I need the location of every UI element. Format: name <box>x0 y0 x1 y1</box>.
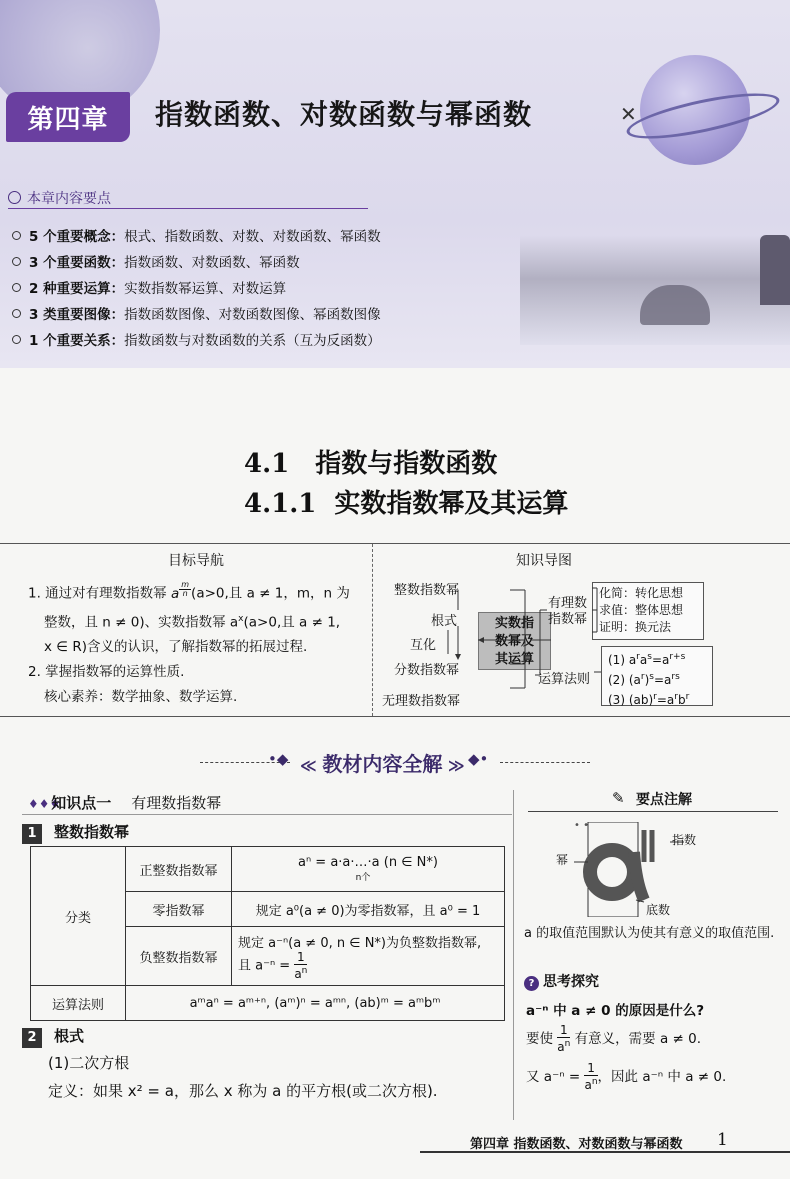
think-heading <box>524 971 599 991</box>
list-item <box>12 302 381 328</box>
divider <box>420 1151 790 1153</box>
center-line: 数幂及 <box>494 634 534 649</box>
point-body: 根式、指数函数、对数、对数函数、幂函数 <box>124 229 381 245</box>
divider <box>528 811 778 812</box>
table-cell: 负整数指数幂 <box>126 927 232 986</box>
goal-text: (a>0,且 a ≠ 1，m，n 为 <box>191 585 350 602</box>
map-node: 运算法则 <box>538 672 591 687</box>
chevron-icon: ≫ <box>442 756 465 775</box>
point-body: 实数指数幂运算、对数运算 <box>124 281 287 297</box>
section-title: 指数与指数函数 <box>315 449 498 479</box>
answer-text: ，因此 a⁻ⁿ 中 a ≠ 0. <box>597 1069 727 1085</box>
bullet-icon <box>12 335 21 344</box>
map-node: 整数指数幂 <box>394 583 460 598</box>
divider <box>513 790 514 1120</box>
chapter-title: 指数函数、对数函数与幂函数 <box>155 98 533 131</box>
math-a-m-over-n: a $^{\frac{m}{n}}$ <box>170 580 190 602</box>
goal-line: x ∈ R)含义的认识，了解指数幂的拓展过程. <box>44 639 308 655</box>
goal-text: 整数，且 n ≠ 0)、实数指数幂 a <box>44 614 239 630</box>
download-circle-icon <box>8 191 21 204</box>
section-number: 4.1 <box>244 449 290 479</box>
subtopic-heading <box>22 1025 84 1048</box>
table-value: aⁿ = a·a·…·a (n ∈ N*) <box>298 855 438 870</box>
table-cell: 规定 a⁰(a ≠ 0)为零指数幂，且 a⁰ = 1 <box>232 892 505 927</box>
section-heading <box>244 443 497 480</box>
goals-list <box>28 578 368 710</box>
knowledge-point-title <box>28 792 221 813</box>
drops-icon: ♦♦♦ <box>28 797 61 811</box>
chevron-icon: ≪ <box>300 756 323 775</box>
subsection-title: 实数指数幂及其运算 <box>334 489 569 519</box>
goals-heading: 目标导航 <box>168 553 224 569</box>
bullet-icon <box>12 309 21 318</box>
goal-text: (a>0,且 a ≠ 1, <box>243 614 341 630</box>
diamond-icon: •◆ <box>268 750 289 768</box>
label-exponent: 指数 <box>672 833 697 847</box>
table-cell <box>232 927 505 986</box>
list-item <box>12 250 381 276</box>
goal-line: 核心素养：数学抽象、数学运算. <box>44 689 238 705</box>
rational-line: 有理数 <box>548 596 588 611</box>
goal-line: 2. 掌握指数幂的运算性质. <box>28 664 185 680</box>
map-node: 互化 <box>410 638 437 653</box>
subtopic-number: 1 <box>22 824 42 844</box>
center-line: 其运算 <box>494 652 534 667</box>
section-banner <box>0 748 790 778</box>
chapter-badge: 第四章 <box>6 92 130 142</box>
table-row <box>31 847 505 892</box>
method-item: 求值：整体思想 <box>599 603 684 617</box>
point-body: 指数函数、对数函数、幂函数 <box>124 255 300 271</box>
diagram-dot-icon: • • <box>574 820 589 831</box>
answer-text: 有意义，需要 a ≠ 0. <box>574 1031 702 1047</box>
subtopic-number: 2 <box>22 1028 42 1048</box>
table-cell <box>232 847 505 892</box>
table-cell: 分类 <box>31 847 126 986</box>
list-item <box>12 276 381 302</box>
think-title: 思考探究 <box>543 974 599 990</box>
table-cell: 正整数指数幂 <box>126 847 232 892</box>
goal-text: 1. 通过对有理数指数幂 <box>28 585 167 602</box>
banner-text: 教材内容全解 <box>322 752 443 776</box>
side-note: a 的取值范围默认为使其有意义的取值范围. <box>524 926 775 941</box>
map-node: 无理数指数幂 <box>382 694 461 709</box>
rule-item: (2) $(a^r)^s=a^{rs}$ <box>608 672 680 687</box>
table-cell: aᵐaⁿ = aᵐ⁺ⁿ, (aᵐ)ⁿ = aᵐⁿ, (ab)ᵐ = aᵐbᵐ <box>126 986 505 1021</box>
goal-line: 整数，且 n ≠ 0)、实数指数幂 $a^x(a>0$,且 a ≠ 1, <box>44 613 341 630</box>
map-connectors <box>370 570 620 710</box>
fraction: $\frac{1}{a^n}$ <box>584 1061 598 1092</box>
divider <box>22 814 512 815</box>
list-item <box>12 328 381 354</box>
fraction: $\frac{1}{a^n}$ <box>557 1023 571 1054</box>
bullet-icon <box>12 231 21 240</box>
fraction: $\frac{1}{a^n}$ <box>294 949 308 981</box>
sparkle-icon: ✕ <box>620 102 637 126</box>
map-node: 根式 <box>431 614 458 629</box>
point-head: 3 类重要图像： <box>29 307 125 323</box>
point-head: 5 个重要概念： <box>29 229 125 245</box>
subsection-number: 4.1.1 <box>244 489 317 519</box>
page-number: 1 <box>717 1130 728 1150</box>
running-footer: 第四章 指数函数、对数函数与幂函数 <box>470 1137 683 1152</box>
list-item <box>12 224 381 250</box>
table-note: n个 <box>355 873 371 883</box>
pen-icon: ✎ <box>612 789 625 807</box>
points-heading-text: 本章内容要点 <box>27 191 111 207</box>
point-body: 指数函数与对数函数的关系（互为反函数） <box>124 333 381 349</box>
bullet-icon <box>12 283 21 292</box>
answer-text: 又 a⁻ⁿ = <box>526 1069 581 1085</box>
answer-line <box>526 1062 726 1092</box>
answer-text: 要使 <box>526 1031 553 1047</box>
table-value: 规定 a⁻ⁿ(a ≠ 0, n ∈ N*)为负整数指数幂, <box>238 935 482 951</box>
table-cell: 运算法则 <box>31 986 126 1021</box>
point-head: 1 个重要关系： <box>29 333 125 349</box>
side-title: 要点注解 <box>636 792 692 808</box>
goal-line <box>28 578 368 607</box>
method-item: 化简：转化思想 <box>599 586 684 600</box>
rock-decoration <box>760 235 790 305</box>
rational-line: 指数幂 <box>548 612 588 627</box>
subtopic-title: 根式 <box>54 1027 85 1045</box>
bullet-icon <box>12 257 21 266</box>
subsection-heading <box>244 483 568 520</box>
divider <box>500 762 590 763</box>
explore-icon: ? <box>524 976 539 991</box>
point-head: 3 个重要函数： <box>29 255 125 271</box>
kp-label: 知识点一 <box>51 794 112 812</box>
integer-exponent-table <box>30 846 505 1021</box>
map-heading: 知识导图 <box>516 553 572 569</box>
subtopic-title: 整数指数幂 <box>54 823 130 841</box>
point-body: 指数函数图像、对数函数图像、幂函数图像 <box>124 307 381 323</box>
divider <box>8 208 368 209</box>
table-value <box>238 951 498 981</box>
rule-item: (3) $(ab)^r=a^rb^r$ <box>608 692 690 707</box>
table-cell: 零指数幂 <box>126 892 232 927</box>
diamond-icon: ◆• <box>468 750 489 768</box>
points-heading <box>8 188 111 208</box>
label-power: 幂 <box>556 853 569 867</box>
subtopic-heading <box>22 821 129 844</box>
table-row <box>31 986 505 1021</box>
kp-title-text: 有理数指数幂 <box>131 794 222 812</box>
rule-item: (1) $a^ra^s=a^{r+s}$ <box>608 652 686 667</box>
answer-line <box>526 1024 701 1054</box>
map-node: 分数指数幂 <box>394 663 460 678</box>
chapter-points-list <box>12 224 381 354</box>
banner-title <box>300 748 465 777</box>
table-value-text: 且 a⁻ⁿ = <box>238 958 291 973</box>
sub-subtopic: (1)二次方根 <box>48 1054 130 1072</box>
method-item: 证明：换元法 <box>599 620 672 634</box>
question: a⁻ⁿ 中 a ≠ 0 的原因是什么? <box>526 1003 705 1019</box>
center-line: 实数指 <box>494 616 534 631</box>
point-head: 2 种重要运算： <box>29 281 125 297</box>
label-base: 底数 <box>646 903 671 917</box>
definition-text: 定义：如果 x² = a，那么 x 称为 a 的平方根(或二次方根). <box>48 1082 438 1100</box>
